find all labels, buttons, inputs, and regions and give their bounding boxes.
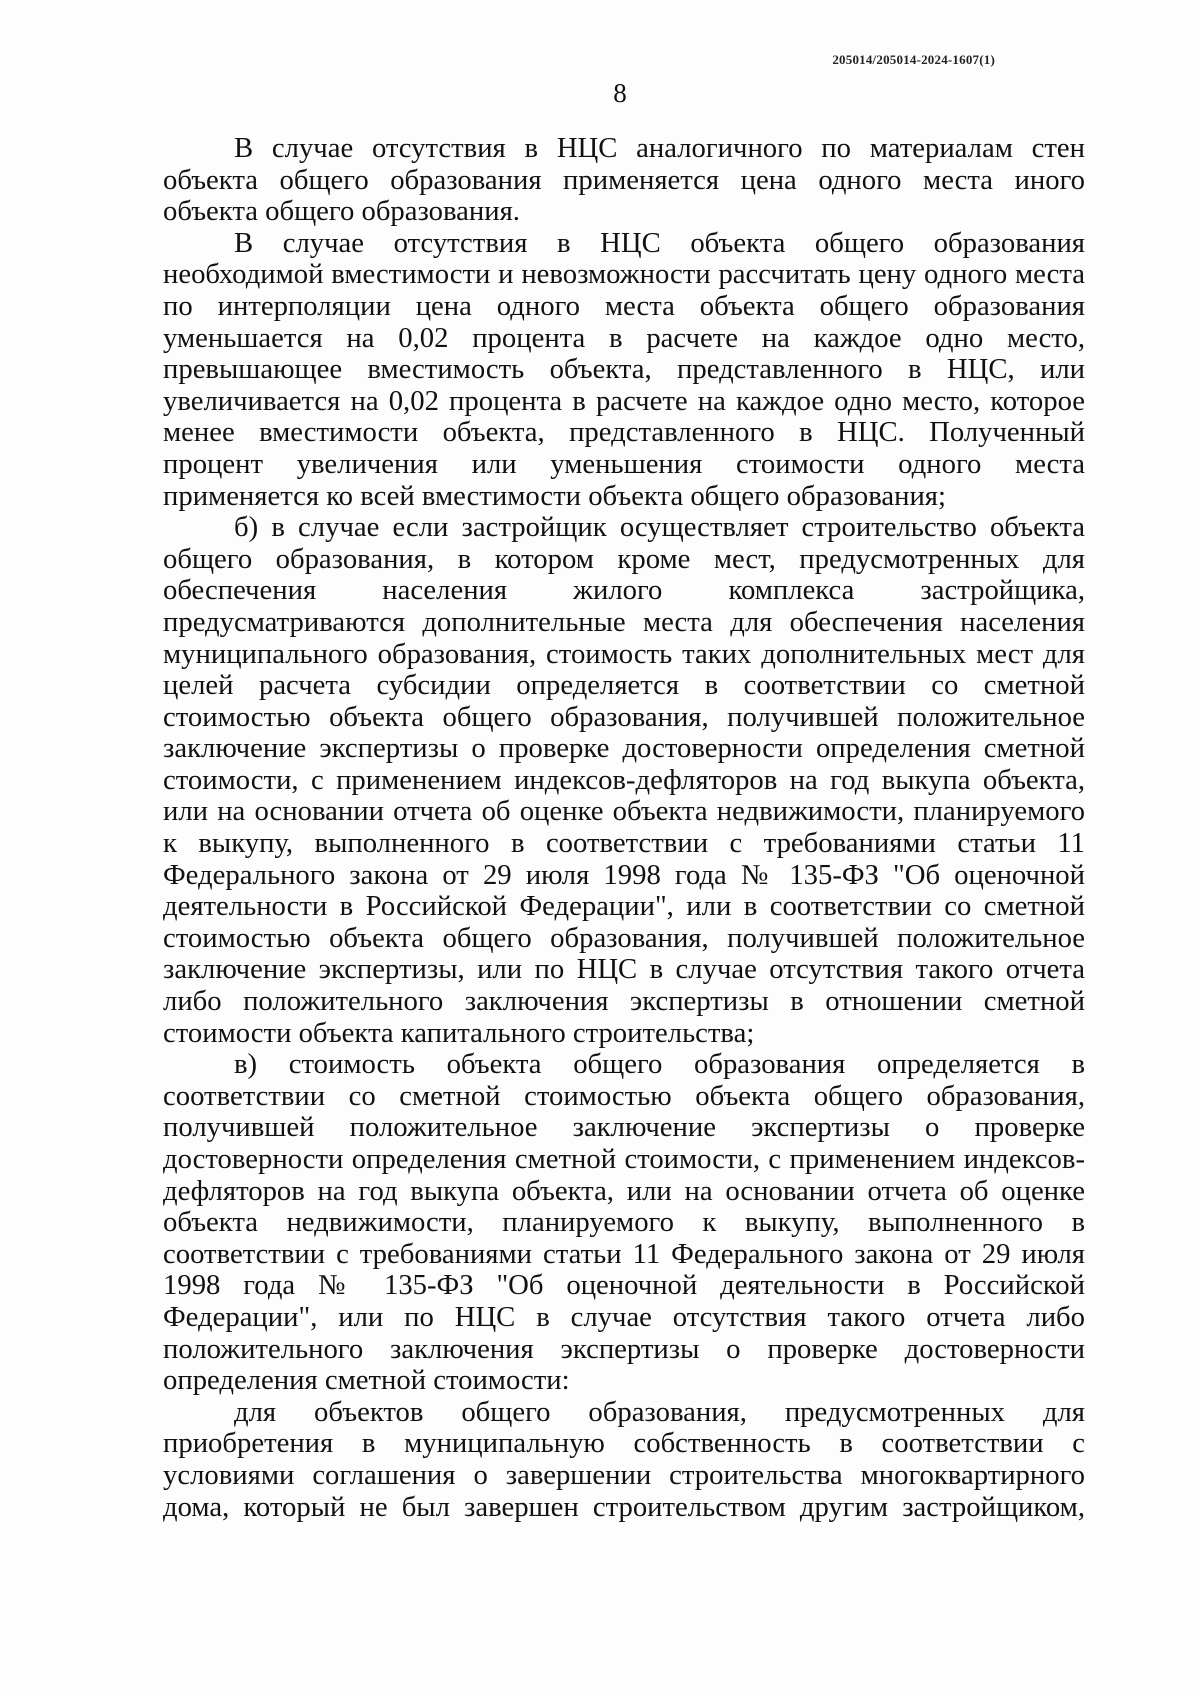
document-body	[163, 133, 1085, 1523]
paragraph-capacity-interpolation: В случае отсутствия в НЦС объекта общего образования необходимой вместимости и невозможности рассчитать цену одного места по интерполяции цена одного места объекта общего образования уменьшается на 0,02 процента в расчете на каждое одно место, превышающее вместимость объекта, представленного в НЦС, или увеличивается на 0,02 процента в расчете на каждое одно место, которое менее вместимости объекта, представленного в НЦС. Полученный процент увеличения или уменьшения стоимости одного места применяется ко всей вместимости объекта общего образования;	[163, 226, 1085, 512]
paragraph-municipal-acquisition: для объектов общего образования, предусмотренных для приобретения в муниципальную собственность в соответствии с условиями соглашения о завершении строительства многоквартирного дома, который не был завершен строительством другим застройщиком,	[163, 1395, 1085, 1523]
paragraph-item-b: б) в случае если застройщик осуществляет строительство объекта общего образования, в котором кроме мест, предусмотренных для обеспечения населения жилого комплекса застройщика, предусматриваются дополнительные места для обеспечения населения муниципального образования, стоимость таких дополнительных мест для целей расчета субсидии определяется в соответствии со сметной стоимостью объекта общего образования, получившей положительное заключение экспертизы о проверке достоверности определения сметной стоимости, с применением индексов-дефляторов на год выкупа объекта, или на основании отчета об оценке объекта недвижимости, планируемого к выкупу, выполненного в соответствии с требованиями статьи 11 Федерального закона от 29 июля 1998 года № 135-ФЗ "Об оценочной деятельности в Российской Федерации", или в соответствии со сметной стоимостью объекта общего образования, получившей положительное заключение экспертизы, или по НЦС в случае отсутствия такого отчета либо положительного заключения экспертизы в отношении сметной стоимости объекта капитального строительства;	[163, 511, 1085, 1049]
paragraph-item-v: в) стоимость объекта общего образования определяется в соответствии со сметной стоимостью объекта общего образования, получившей положительное заключение экспертизы о проверке достоверности определения сметной стоимости, с применением индексов-дефляторов на год выкупа объекта, или на основании отчета об оценке объекта недвижимости, планируемого к выкупу, выполненного в соответствии с требованиями статьи 11 Федерального закона от 29 июля 1998 года № 135-ФЗ "Об оценочной деятельности в Российской Федерации", или по НЦС в случае отсутствия такого отчета либо положительного заключения экспертизы о проверке достоверности определения сметной стоимости:	[163, 1048, 1085, 1397]
paragraph-no-analog-walls: В случае отсутствия в НЦС аналогичного по материалам стен объекта общего образования применяется цена одного места иного объекта общего образования.	[163, 132, 1085, 228]
page-number: 8	[613, 78, 627, 108]
document-registration-number: 205014/205014-2024-1607(1)	[832, 52, 995, 67]
